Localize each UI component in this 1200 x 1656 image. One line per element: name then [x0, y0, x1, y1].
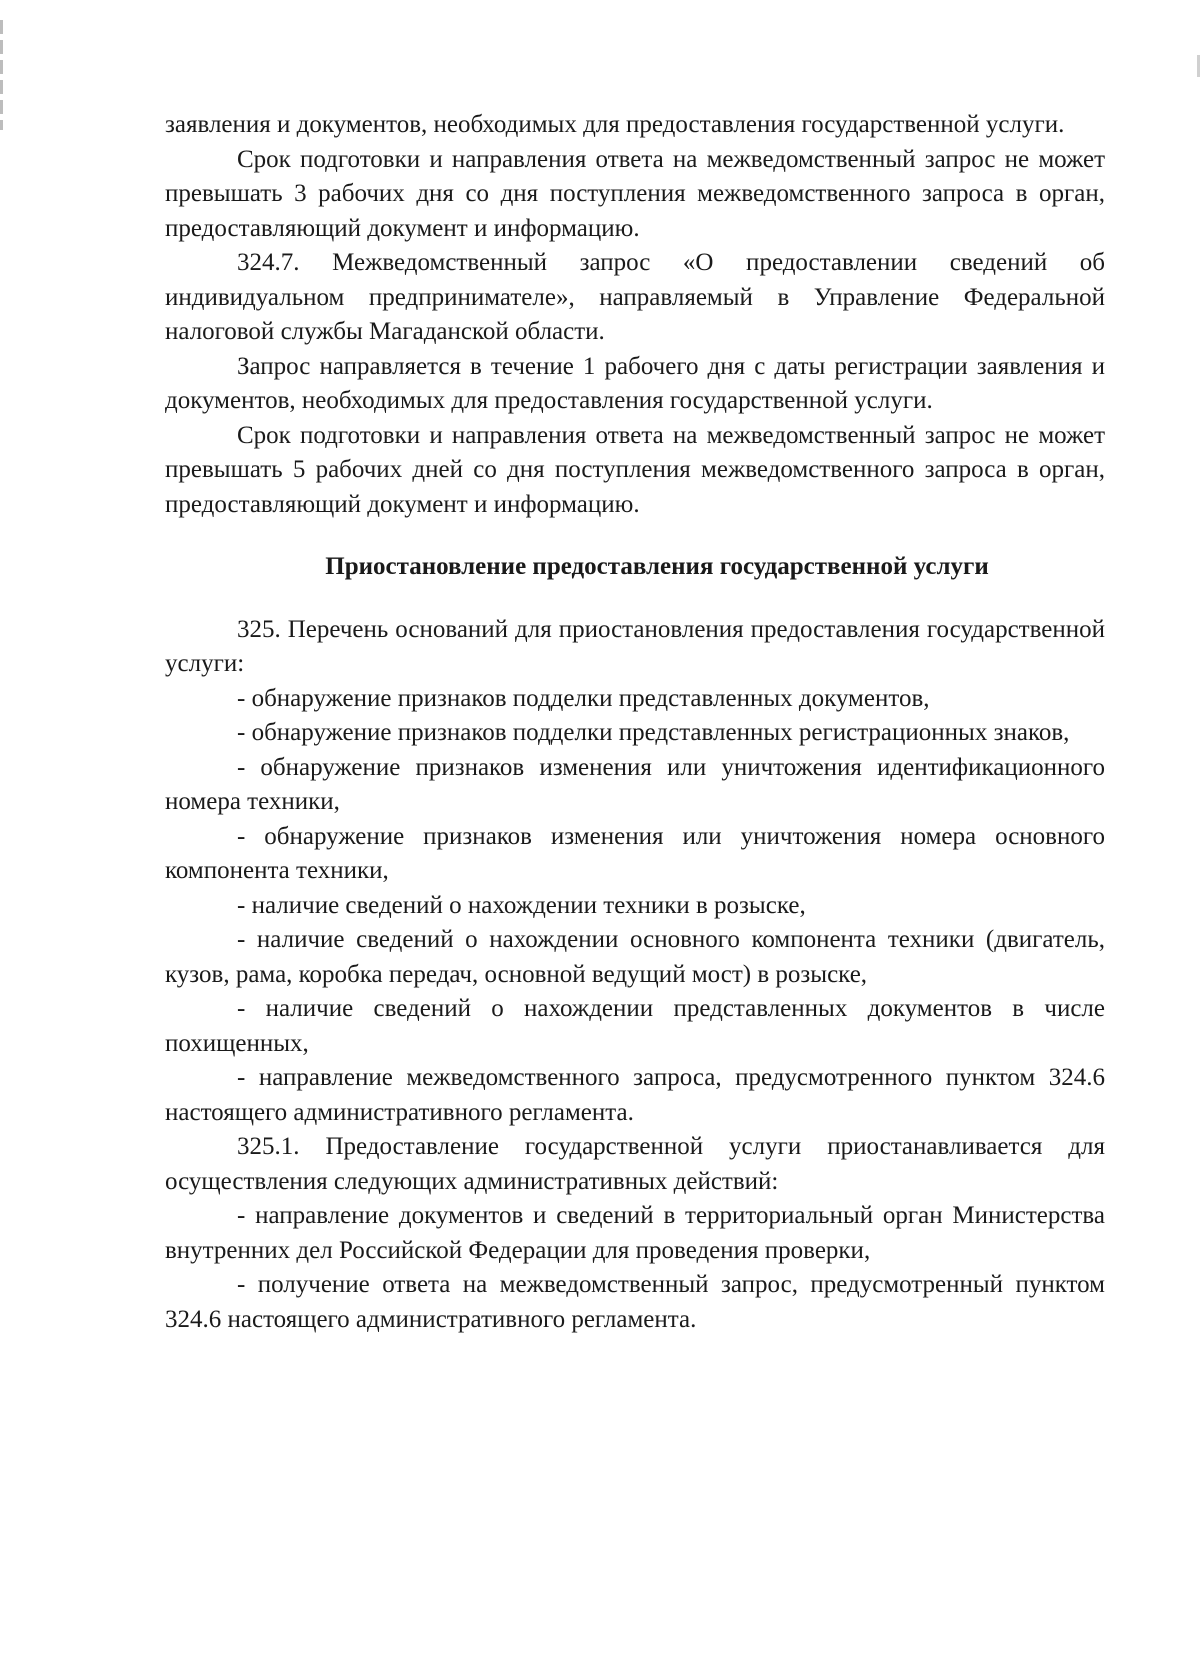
list-item: - получение ответа на межведомственный запрос, предусмотренный пунктом 324.6 настоящего административного регламента. [165, 1271, 1105, 1333]
list-item: - наличие сведений о нахождении техники в розыске, [237, 891, 806, 919]
paragraph: 325.1. Предоставление государственной услуги приостанавливается для осуществления следующих административных действий: [165, 1133, 1105, 1195]
list-item: - наличие сведений о нахождении основного компонента техники (двигатель, кузов, рама, коробка передач, основной ведущий мост) в розыске, [165, 926, 1105, 988]
paragraph: Срок подготовки и направления ответа на межведомственный запрос не может превышать 3 рабочих дня со дня поступления межведомственного запроса в орган, предоставляющий документ и информацию. [165, 145, 1105, 242]
paragraphs-bottom [165, 613, 1105, 1338]
list-item: - обнаружение признаков подделки представленных регистрационных знаков, [237, 719, 1070, 746]
list-item: - обнаружение признаков изменения или уничтожения номера основного компонента техники, [165, 822, 1105, 884]
paragraph: заявления и документов, необходимых для предоставления государственной услуги. [165, 111, 1065, 138]
paragraphs-top [165, 108, 1105, 522]
list-item: - направление межведомственного запроса, предусмотренного пунктом 324.6 настоящего административного регламента. [165, 1064, 1105, 1126]
list-item: - обнаружение признаков изменения или уничтожения идентификационного номера техники, [165, 753, 1105, 815]
paragraph: 325. Перечень оснований для приостановления предоставления государственной услуги: [165, 615, 1105, 677]
paragraph: Запрос направляется в течение 1 рабочего дня с даты регистрации заявления и документов, необходимых для предоставления государственной услуги. [165, 352, 1105, 414]
scan-edge-mark-left [0, 20, 3, 130]
list-item: - обнаружение признаков подделки представленных документов, [237, 684, 930, 712]
list-item: - направление документов и сведений в территориальный орган Министерства внутренних дел Российской Федерации для проведения проверки, [165, 1202, 1105, 1264]
paragraph: Срок подготовки и направления ответа на межведомственный запрос не может превышать 5 рабочих дней со дня поступления межведомственного запроса в орган, предоставляющий документ и информацию. [165, 421, 1105, 518]
section-heading: Приостановление предоставления государственной услуги [325, 553, 989, 580]
paragraph: 324.7. Межведомственный запрос «О предоставлении сведений об индивидуальном предпринимателе», направляемый в Управление Федеральной налоговой службы Магаданской области. [165, 249, 1105, 345]
document-page [165, 108, 1105, 1337]
list-item: - наличие сведений о нахождении представленных документов в числе похищенных, [165, 995, 1105, 1057]
